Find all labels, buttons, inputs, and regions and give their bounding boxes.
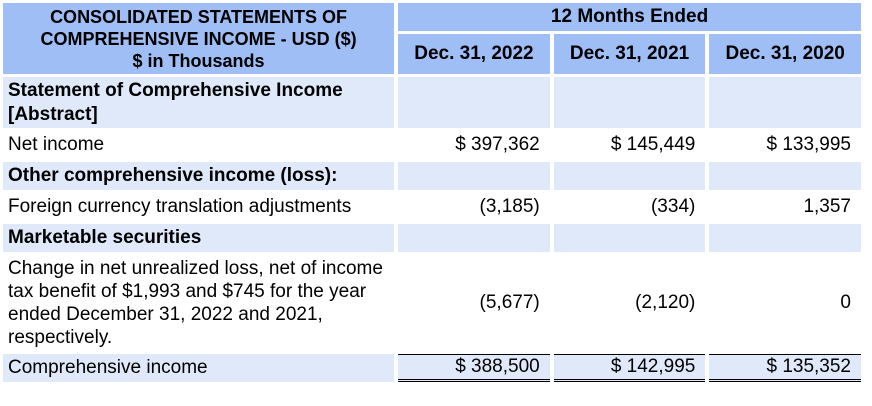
row-label: Foreign currency translation adjustments <box>3 193 394 221</box>
row-value <box>554 224 706 252</box>
row-value: $ 397,362 <box>398 131 550 159</box>
row-value: $ 135,352 <box>709 354 861 382</box>
table-row <box>3 354 861 382</box>
column-header-2020: Dec. 31, 2020 <box>709 34 861 74</box>
row-label: Other comprehensive income (loss): <box>3 162 394 190</box>
column-header-2021: Dec. 31, 2021 <box>554 34 706 74</box>
row-value: (2,120) <box>554 255 706 351</box>
row-value: 0 <box>709 255 861 351</box>
row-value: (5,677) <box>398 255 550 351</box>
period-header: 12 Months Ended <box>398 3 861 31</box>
row-value <box>709 224 861 252</box>
row-label: Statement of Comprehensive Income [Abstract] <box>3 77 394 128</box>
row-value <box>709 77 861 128</box>
table-row <box>3 193 861 221</box>
row-value: $ 388,500 <box>398 354 550 382</box>
table-row <box>3 77 861 128</box>
row-label: Change in net unrealized loss, net of income tax benefit of $1,993 and $745 for the year ended December 31, 2022 and 2021, respectively. <box>3 255 394 351</box>
table-row <box>3 224 861 252</box>
row-value: 1,357 <box>709 193 861 221</box>
row-value <box>709 162 861 190</box>
row-value: $ 142,995 <box>554 354 706 382</box>
row-value: $ 133,995 <box>709 131 861 159</box>
row-value <box>554 162 706 190</box>
row-value <box>554 77 706 128</box>
table-row <box>3 131 861 159</box>
title-line-1: CONSOLIDATED STATEMENTS OF <box>50 6 348 27</box>
table-row <box>3 255 861 351</box>
title-line-2: COMPREHENSIVE INCOME - USD ($) <box>40 28 357 49</box>
table-title <box>3 3 394 74</box>
table-row <box>3 162 861 190</box>
row-value <box>398 162 550 190</box>
row-value <box>398 77 550 128</box>
column-header-2022: Dec. 31, 2022 <box>398 34 550 74</box>
row-value: $ 145,449 <box>554 131 706 159</box>
row-value: (3,185) <box>398 193 550 221</box>
row-label: Comprehensive income <box>3 354 394 382</box>
row-value <box>398 224 550 252</box>
row-value: (334) <box>554 193 706 221</box>
title-line-3: $ in Thousands <box>132 50 265 71</box>
row-label: Marketable securities <box>3 224 394 252</box>
row-label: Net income <box>3 131 394 159</box>
